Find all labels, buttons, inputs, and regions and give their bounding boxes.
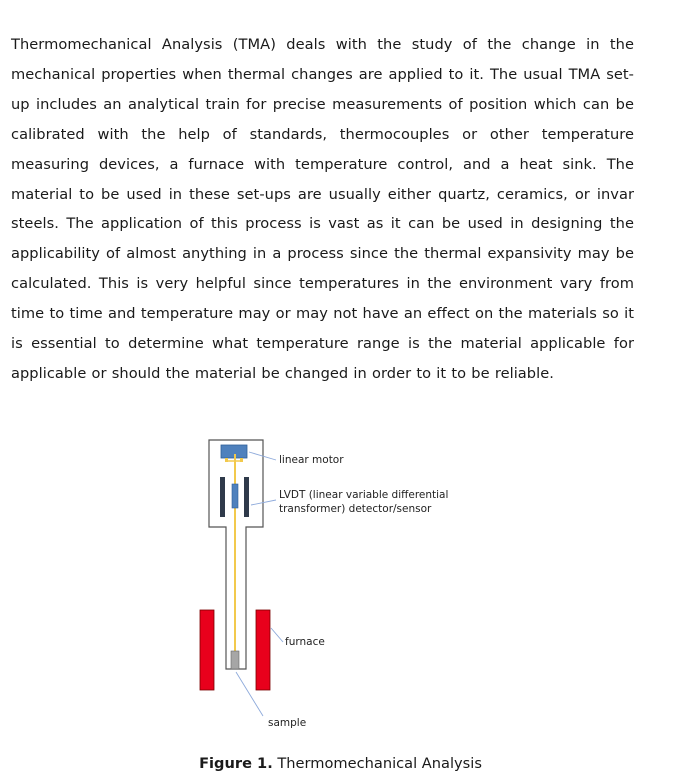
label-lvdt-line1: LVDT (linear variable differential [279,489,449,501]
figure-caption [0,755,681,772]
lvdt-coil-right [244,477,249,517]
furnace-left-wall [200,610,214,690]
lvdt-core [232,484,238,508]
caption-text: Thermomechanical Analysis [272,755,482,772]
body-paragraph: Thermomechanical Analysis (TMA) deals with the study of the change in the mechanical properties when thermal changes are applied to it. The usual TMA set-up includes an analytical train for precise measurements of position which can be calibrated with the help of standards, thermocouples or other temperature measuring devices, a furnace with temperature control, and a heat sink. The material to be used in these set-ups are usually either quartz, ceramics, or invar steels. The application of this process is vast as it can be used in designing the applicability of almost anything in a process since the thermal expansivity may be calculated. This is very helpful since temperatures in the environment vary from time to time and temperature may or may not have an effect on the materials so it is essential to determine what temperature range is the material applicable for applicable or should the material be changed in order to it to be reliable. [11,36,634,382]
label-sample: sample [268,717,307,729]
caption-label: Figure 1. [199,755,273,772]
label-lvdt-line2: transformer) detector/sensor [279,503,432,515]
lvdt-coil-left [220,477,225,517]
tma-diagram [0,420,681,740]
sample-specimen [231,651,239,669]
leader-furnace [271,628,283,642]
label-furnace: furnace [285,636,325,648]
furnace-right-wall [256,610,270,690]
label-linear-motor: linear motor [279,454,344,466]
